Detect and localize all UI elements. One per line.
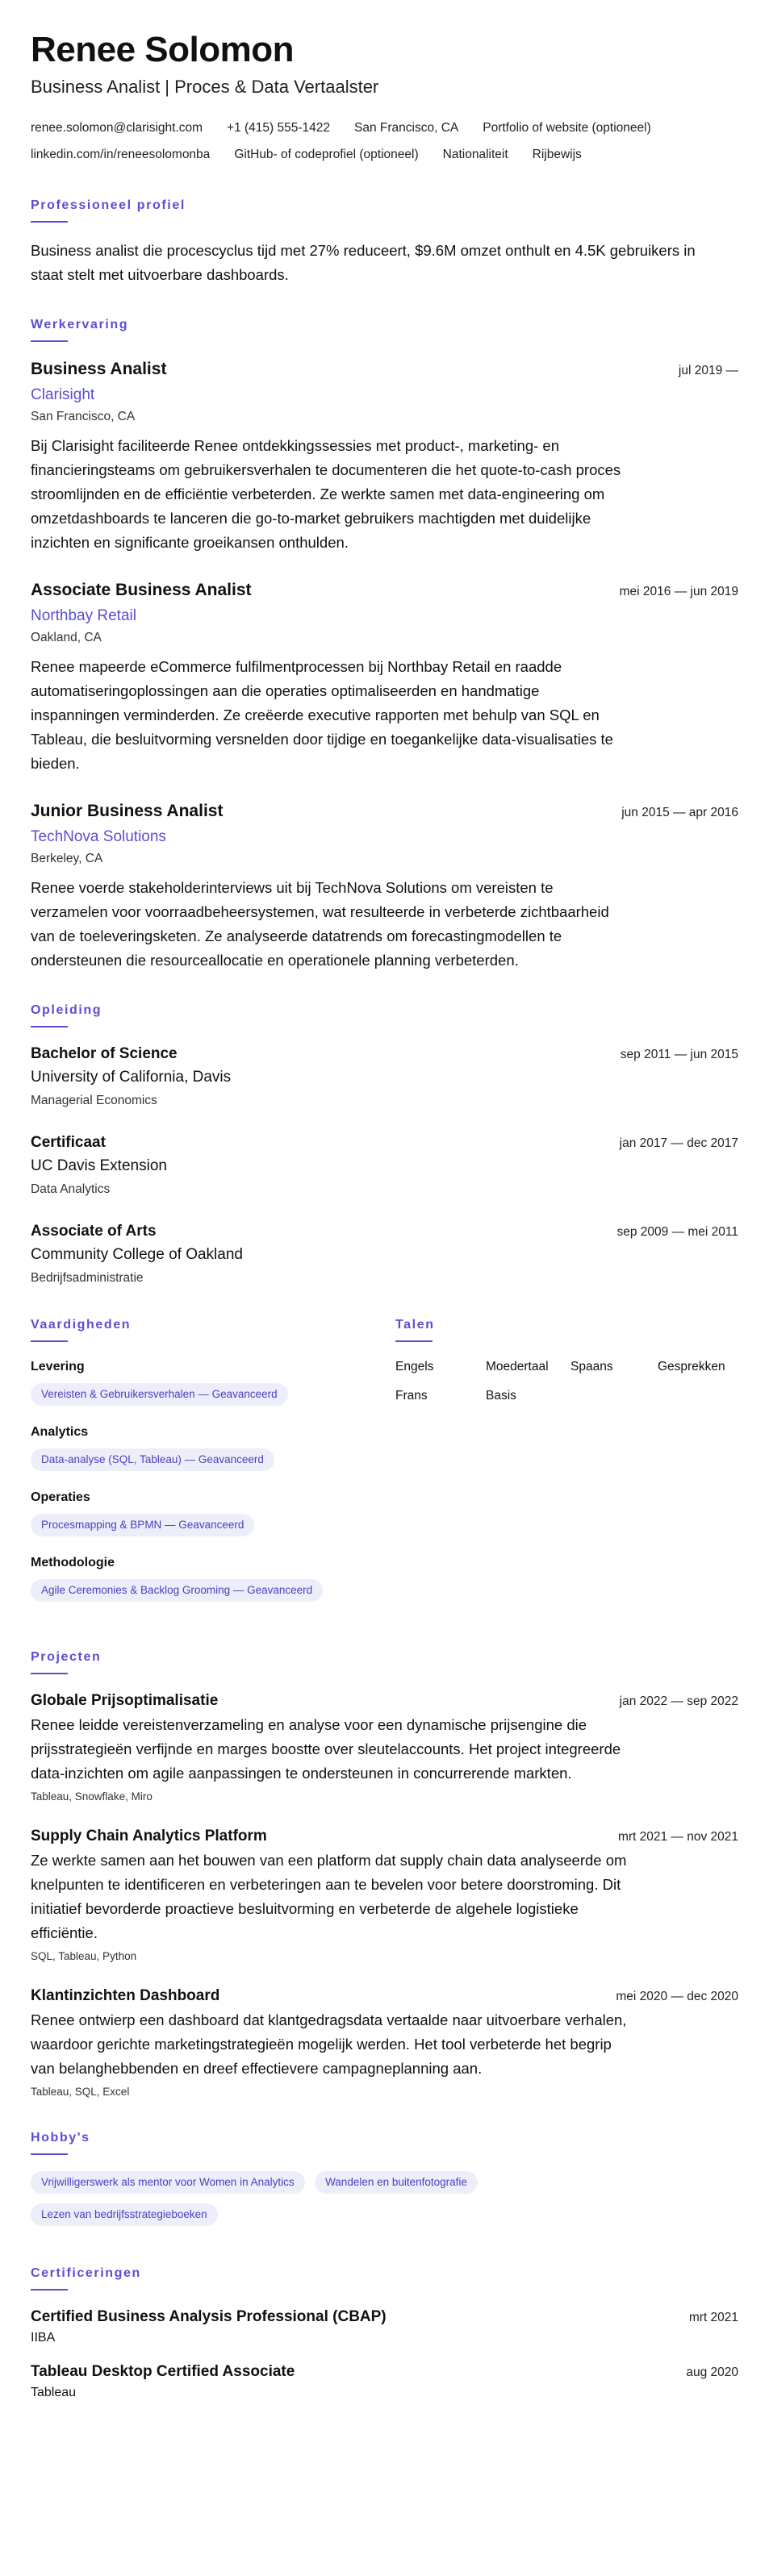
degree-title: Bachelor of Science [31, 1045, 178, 1062]
education-entry [31, 1132, 738, 1198]
profile-summary: Business analist die procescyclus tijd met 27% reduceert, $9.6M omzet onthult en 4.5K gebruikers in staat stelt met uitvoerbare dashboards. [31, 242, 696, 283]
job-title: Business Analist [31, 360, 167, 378]
skills-section [31, 1316, 395, 1619]
field-of-study: Bedrijfsadministratie [31, 1271, 144, 1285]
section-title: Professioneel profiel [31, 198, 186, 212]
hobby-chip: Wandelen en buitenfotografie [315, 2171, 478, 2194]
education-section [31, 1002, 738, 1287]
experience-entry [31, 358, 738, 555]
job-title: Associate Business Analist [31, 581, 252, 599]
skill-group [31, 1489, 395, 1536]
project-name: Klantinzichten Dashboard [31, 1987, 220, 2004]
experience-section [31, 316, 738, 973]
education-entry [31, 1044, 738, 1110]
field-of-study: Data Analytics [31, 1182, 111, 1196]
section-divider [31, 1673, 68, 1674]
section-divider [395, 1340, 433, 1342]
section-title: Talen [395, 1318, 435, 1332]
language-name: Frans [395, 1389, 428, 1403]
project-dates: mei 2020 — dec 2020 [616, 1990, 738, 2003]
project-name: Globale Prijsoptimalisatie [31, 1692, 219, 1709]
contact-github[interactable]: GitHub- of codeprofiel (optioneel) [234, 148, 419, 161]
skill-group-name: Levering [31, 1360, 85, 1373]
school-name: UC Davis Extension [31, 1157, 167, 1174]
skill-chip: Data-analyse (SQL, Tableau) — Geavanceerd [31, 1448, 274, 1471]
job-dates: jul 2019 — [678, 364, 738, 377]
job-location: Oakland, CA [31, 631, 102, 644]
job-description: Renee mapeerde eCommerce fulfilmentprocessen bij Northbay Retail en raadde automatiseringoplossingen aan die operaties optimaliseerden en handmatige inspanningen verminderden. Ze creëerde executive rapporten met behulp van SQL en Tableau, die besluitvorming versnelden door tijdige en toegankelijke data-visualisaties te bieden. [31, 658, 613, 772]
education-dates: jan 2017 — dec 2017 [619, 1136, 738, 1150]
job-location: San Francisco, CA [31, 410, 136, 423]
certification-name: Certified Business Analysis Professional (CBAP) [31, 2308, 387, 2325]
contact-linkedin[interactable]: linkedin.com/in/reneesolomonba [31, 148, 211, 161]
contact-list [31, 115, 741, 168]
project-description: Renee ontwierp een dashboard dat klantgedragsdata vertaalde naar uitvoerbare verhalen, waardoor gerichte marketingstrategieën mogelijk werden. Het tool verbeterde het begrip van belanghebbenden en dreef effectievere campagneplanning aan. [31, 2011, 627, 2077]
contact-phone[interactable]: +1 (415) 555-1422 [227, 121, 331, 135]
job-dates: jun 2015 — apr 2016 [621, 806, 738, 819]
language-name: Engels [395, 1360, 434, 1373]
certifications-section [31, 2265, 738, 2402]
job-title: Junior Business Analist [31, 802, 224, 820]
company-name: TechNova Solutions [31, 828, 166, 845]
project-entry [31, 1826, 738, 1965]
projects-section [31, 1649, 738, 2100]
section-title: Certificeringen [31, 2266, 141, 2280]
section-divider [31, 221, 68, 223]
section-title: Opleiding [31, 1003, 102, 1017]
language-level: Basis [486, 1389, 516, 1403]
school-name: Community College of Oakland [31, 1246, 243, 1263]
education-dates: sep 2009 — mei 2011 [616, 1225, 738, 1239]
job-location: Berkeley, CA [31, 852, 103, 865]
project-dates: jan 2022 — sep 2022 [619, 1694, 738, 1708]
languages-section [395, 1316, 738, 1619]
school-name: University of California, Davis [31, 1069, 232, 1086]
section-title: Hobby's [31, 2131, 90, 2145]
section-divider [31, 2289, 68, 2290]
experience-entry [31, 579, 738, 776]
contact-license: Rijbewijs [532, 148, 582, 161]
skill-group [31, 1358, 395, 1406]
project-tech: Tableau, Snowflake, Miro [31, 1790, 153, 1803]
skill-group [31, 1423, 395, 1471]
language-name: Spaans [570, 1360, 613, 1373]
hobby-chip: Vrijwilligerswerk als mentor voor Women in Analytics [31, 2171, 305, 2194]
education-dates: sep 2011 — jun 2015 [620, 1048, 738, 1061]
project-description: Ze werkte samen aan het bouwen van een platform dat supply chain data analyseerde om knelpunten te identificeren en verbeteringen aan te bevelen voor betere doorstroming. Dit initiatief bevorderde proactieve besluitvorming en verbeterde de algehele logistieke efficiëntie. [31, 1852, 627, 1941]
contact-email[interactable]: renee.solomon@clarisight.com [31, 121, 203, 135]
certification-entry [31, 2361, 738, 2402]
job-description: Bij Clarisight faciliteerde Renee ontdekkingssessies met product-, marketing- en financieringsteams om gebruikersverhalen te documenteren die het quote-to-cash proces stroomlijnden en de efficiëntie verbeterden. Ze werkte samen met data-engineering om omzetdashboards te lanceren die go-to-market gebruikers machtigden met duidelijke inzichten en significante groeikansen onthulden. [31, 437, 621, 551]
skill-chip: Procesmapping & BPMN — Geavanceerd [31, 1514, 254, 1536]
resume-header [31, 29, 738, 168]
certification-date: aug 2020 [686, 2366, 738, 2379]
contact-nationality: Nationaliteit [442, 148, 508, 161]
section-title: Vaardigheden [31, 1318, 132, 1332]
skill-chip: Agile Ceremonies & Backlog Grooming — Geavanceerd [31, 1579, 323, 1602]
language-list [395, 1358, 738, 1405]
certification-date: mrt 2021 [688, 2311, 738, 2324]
skill-chip: Vereisten & Gebruikersverhalen — Geavanceerd [31, 1383, 288, 1406]
company-name: Clarisight [31, 386, 95, 403]
contact-portfolio[interactable]: Portfolio of website (optioneel) [483, 121, 651, 135]
degree-title: Associate of Arts [31, 1223, 157, 1240]
section-title: Werkervaring [31, 318, 129, 331]
education-entry [31, 1221, 738, 1287]
certification-issuer: Tableau [31, 2386, 77, 2399]
language-level: Moedertaal [486, 1360, 549, 1373]
skill-group-name: Methodologie [31, 1556, 115, 1569]
section-title: Projecten [31, 1650, 102, 1664]
certification-name: Tableau Desktop Certified Associate [31, 2363, 295, 2380]
project-tech: SQL, Tableau, Python [31, 1950, 137, 1962]
candidate-name: Renee Solomon [31, 30, 294, 69]
skill-group [31, 1554, 395, 1602]
section-divider [31, 340, 68, 342]
project-entry [31, 1690, 738, 1805]
hobbies-section [31, 2129, 738, 2236]
skills-languages-row [31, 1316, 738, 1619]
section-divider [31, 1340, 68, 1342]
company-name: Northbay Retail [31, 607, 136, 624]
certification-entry [31, 2307, 738, 2347]
hobby-list [31, 2171, 596, 2236]
job-description: Renee voerde stakeholderinterviews uit bij TechNova Solutions om vereisten te verzamelen voor voorraadbeheersystemen, wat resulteerde in verbeterde zichtbaarheid van de toeleveringsketen. Ze analyseerde datatrends om forecastingmodellen te ondersteunen die resourceallocatie en operationele planning verbeterden. [31, 879, 609, 969]
profile-section [31, 197, 738, 287]
skill-group-name: Analytics [31, 1425, 89, 1439]
experience-entry [31, 800, 738, 973]
project-dates: mrt 2021 — nov 2021 [617, 1830, 738, 1844]
project-description: Renee leidde vereistenverzameling en analyse voor een dynamische prijsengine die prijsstrategieën verfijnde en marges boostte over sleutelaccounts. Het project integreerde data-inzichten om agile aanpassingen te ondersteunen in concurrerende markten. [31, 1716, 621, 1782]
project-entry [31, 1986, 738, 2100]
section-divider [31, 1026, 68, 1027]
skill-group-name: Operaties [31, 1490, 90, 1504]
hobby-chip: Lezen van bedrijfsstrategieboeken [31, 2203, 218, 2226]
job-dates: mei 2016 — jun 2019 [619, 585, 738, 598]
project-tech: Tableau, SQL, Excel [31, 2086, 130, 2098]
degree-title: Certificaat [31, 1134, 106, 1151]
project-name: Supply Chain Analytics Platform [31, 1828, 267, 1844]
field-of-study: Managerial Economics [31, 1094, 157, 1107]
contact-location: San Francisco, CA [354, 121, 459, 135]
certification-issuer: IIBA [31, 2331, 56, 2345]
language-level: Gesprekken [658, 1360, 725, 1373]
candidate-headline: Business Analist | Proces & Data Vertaalster [31, 77, 379, 97]
section-divider [31, 2153, 68, 2155]
